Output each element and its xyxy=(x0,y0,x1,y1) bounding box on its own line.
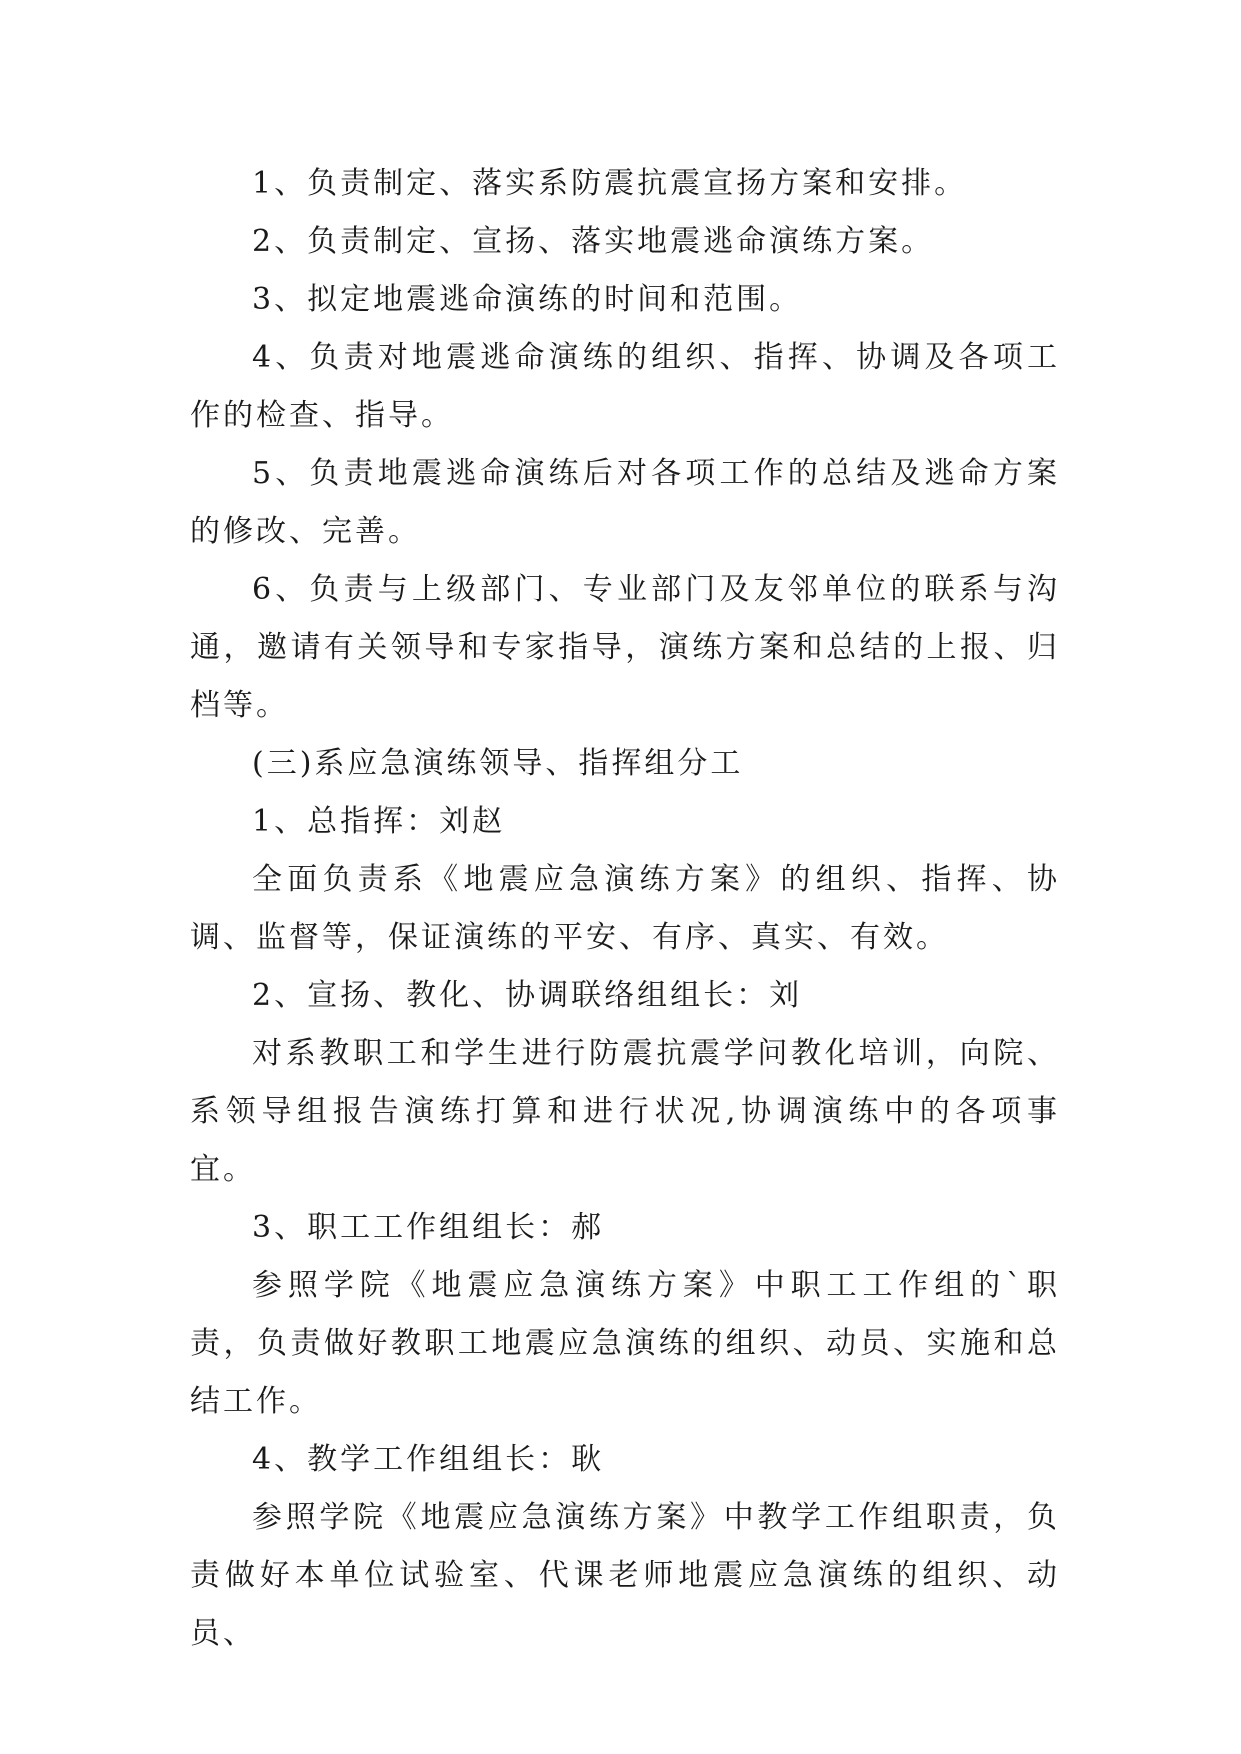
paragraph-item-1: 1、负责制定、落实系防震抗震宣扬方案和安排。 xyxy=(252,166,968,201)
role-heading-teaching: 4、教学工作组组长：耿 xyxy=(252,1442,605,1477)
paragraph-item-5: 5、负责地震逃命演练后对各项工作的总结及逃命方案的修改、完善。 xyxy=(190,456,1060,549)
paragraph-item-3: 3、拟定地震逃命演练的时间和范围。 xyxy=(252,282,803,317)
role-description-staff: 参照学院《地震应急演练方案》中职工工作组的`职责，负责做好教职工地震应急演练的组织、动员、实施和总结工作。 xyxy=(190,1268,1060,1419)
role-heading-commander: 1、总指挥：刘赵 xyxy=(252,804,506,839)
paragraph-item-6: 6、负责与上级部门、专业部门及友邻单位的联系与沟通，邀请有关领导和专家指导，演练方案和总结的上报、归档等。 xyxy=(190,572,1060,723)
paragraph-item-2: 2、负责制定、宣扬、落实地震逃命演练方案。 xyxy=(252,224,935,259)
role-heading-publicity: 2、宣扬、教化、协调联络组组长：刘 xyxy=(252,978,803,1013)
role-description-teaching: 参照学院《地震应急演练方案》中教学工作组职责，负责做好本单位试验室、代课老师地震应急演练的组织、动员、 xyxy=(190,1500,1060,1651)
role-heading-staff: 3、职工工作组组长：郝 xyxy=(252,1210,605,1245)
document-body xyxy=(190,155,1060,1663)
role-description-commander: 全面负责系《地震应急演练方案》的组织、指挥、协调、监督等，保证演练的平安、有序、真实、有效。 xyxy=(190,862,1060,955)
section-heading: (三)系应急演练领导、指挥组分工 xyxy=(252,746,744,781)
paragraph-item-4: 4、负责对地震逃命演练的组织、指挥、协调及各项工作的检查、指导。 xyxy=(190,340,1060,433)
role-description-publicity: 对系教职工和学生进行防震抗震学问教化培训，向院、系领导组报告演练打算和进行状况,协调演练中的各项事宜。 xyxy=(190,1036,1060,1187)
